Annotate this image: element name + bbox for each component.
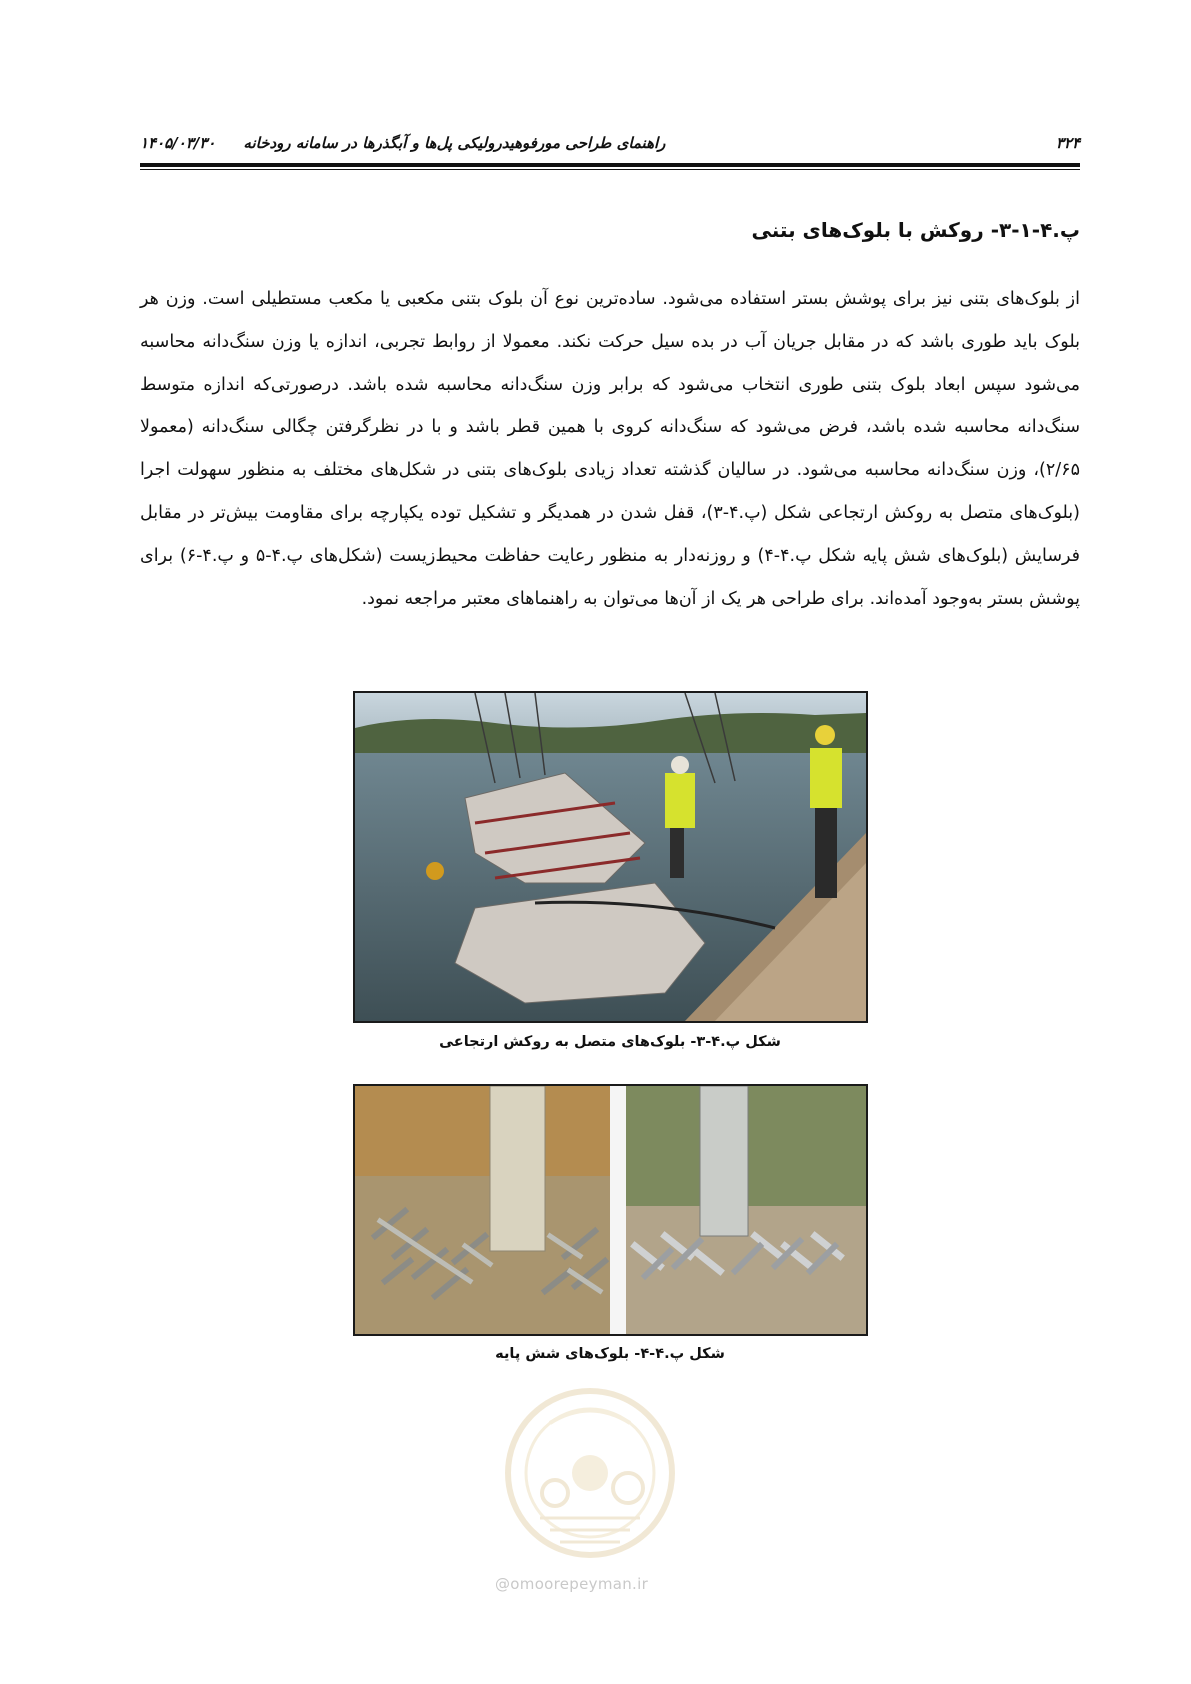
header-rule-thick xyxy=(140,163,1080,167)
page-number: ۳۲۴ xyxy=(1055,134,1080,152)
header-date: ۱۴۰۵/۰۳/۳۰ xyxy=(140,134,216,152)
figure-caption-1: شکل پ.۴-۳- بلوک‌های متصل به روکش ارتجاعی xyxy=(439,1034,781,1050)
watermark-seal-logo xyxy=(480,1378,700,1568)
page-header xyxy=(140,128,1080,158)
running-title: راهنمای طراحی مورفوهیدرولیکی پل‌ها و آبگذرها در سامانه رودخانه xyxy=(243,134,666,152)
header-rule-thin xyxy=(140,169,1080,170)
figure-caption-2: شکل پ.۴-۴- بلوک‌های شش پایه xyxy=(495,1346,725,1362)
body-paragraph: از بلوک‌های بتنی نیز برای پوشش بستر استفاده می‌شود. ساده‌ترین نوع آن بلوک بتنی مکعبی یا مکعب مستطیلی است. وزن هر بلوک باید طوری باشد که در مقابل جریان آب در بده سیل حرکت نکند. معمولا از روابط تجربی، اندازه یا وزن سنگ‌دانه محاسبه می‌شود سپس ابعاد بلوک بتنی طوری انتخاب می‌شود که برابر وزن سنگ‌دانه محاسبه شده باشد. درصورتی‌که اندازه متوسط سنگ‌دانه محاسبه شده باشد، فرض می‌شود که سنگ‌دانه کروی با همین قطر باشد و با در نظرگرفتن چگالی سنگ‌دانه (معمولا ۲/۶۵)، وزن سنگ‌دانه محاسبه می‌شود. در سالیان گذشته تعداد زیادی بلوک‌های بتنی در شکل‌های مختلف به منظور سهولت اجرا (بلوک‌های متصل به روکش ارتجاعی شکل (پ.۴-۳)، قفل شدن در همدیگر و تشکیل توده یکپارچه برای مقاومت بیش‌تر در مقابل فرسایش (بلوک‌های شش پایه شکل پ.۴-۴) و روزنه‌دار به منظور رعایت حفاظت محیط‌زیست (شکل‌های پ.۴-۵ و پ.۴-۶) برای پوشش بستر به‌وجود آمده‌اند. برای طراحی هر یک از آن‌ها می‌توان به راهنماهای معتبر مراجعه نمود. xyxy=(140,289,1080,609)
figure-hexapod-blocks-photo xyxy=(353,1084,868,1336)
figure-articulated-blocks-photo xyxy=(353,691,868,1023)
section-heading: پ.۴-۱-۳- روکش با بلوک‌های بتنی xyxy=(751,218,1080,242)
watermark-url: @omoorepeyman.ir xyxy=(495,1575,649,1593)
header-title-group xyxy=(140,134,665,152)
